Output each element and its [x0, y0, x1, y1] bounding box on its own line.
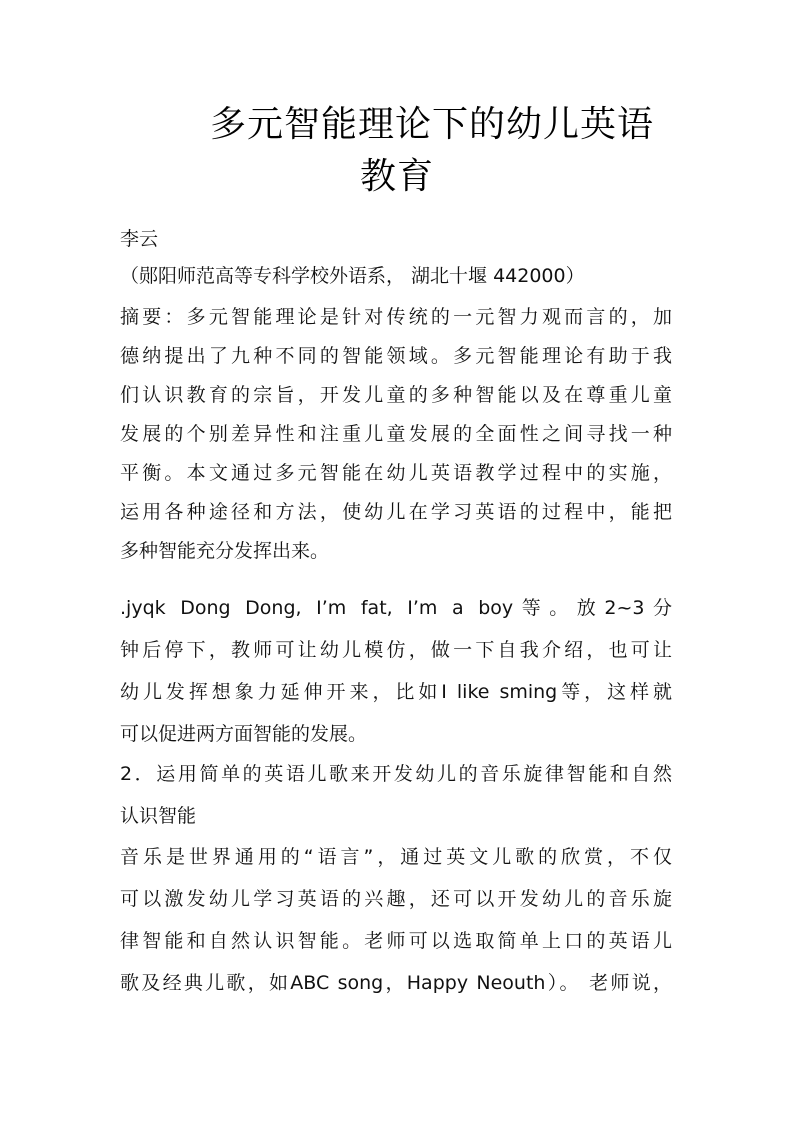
- body-line: 律智能和自然认识智能。老师可以选取简单上口的英语儿: [120, 930, 672, 952]
- body-line: 幼儿发挥想象力延伸开来，比如I like sming等，这样就: [120, 681, 672, 703]
- abstract-line: 平衡。本文通过多元智能在幼儿英语教学过程中的实施，: [120, 462, 672, 484]
- section-heading-line: 2．运用简单的英语儿歌来开发幼儿的音乐旋律智能和自然: [120, 763, 672, 785]
- abstract-line: 发展的个别差异性和注重儿童发展的全面性之间寻找一种: [120, 423, 672, 445]
- body-line: 可以激发幼儿学习英语的兴趣，还可以开发幼儿的音乐旋: [120, 888, 672, 910]
- document-title-line-2: 教育: [360, 156, 435, 197]
- abstract-line: 多种智能充分发挥出来。: [120, 540, 330, 562]
- body-line: 歌及经典儿歌，如ABC song，Happy Neouth）。 老师说，: [120, 972, 672, 994]
- author-name: 李云: [120, 228, 159, 250]
- body-line: 可以促进两方面智能的发展。: [120, 723, 368, 745]
- abstract-line: 们认识教育的宗旨，开发儿童的多种智能以及在尊重儿童: [120, 384, 672, 406]
- document-title-line-1: 多元智能理论下的幼儿英语: [210, 104, 655, 145]
- body-line: 音乐是世界通用的“语言”，通过英文儿歌的欣赏，不仅: [120, 846, 672, 868]
- abstract-line: 德纳提出了九种不同的智能领域。多元智能理论有助于我: [120, 345, 672, 367]
- section-heading-line: 认识智能: [120, 805, 197, 827]
- body-line: 钟后停下，教师可让幼儿模仿，做一下自我介绍，也可让: [120, 639, 672, 661]
- author-affiliation: （郧阳师范高等专科学校外语系， 湖北十堰 442000）: [120, 265, 585, 287]
- abstract-line: 运用各种途径和方法，使幼儿在学习英语的过程中，能把: [120, 501, 672, 523]
- abstract-line: 摘要：多元智能理论是针对传统的一元智力观而言的，加: [120, 306, 672, 328]
- body-line: .jyqk Dong Dong, I’m fat, I’m a boy等。放2~3分: [120, 597, 672, 619]
